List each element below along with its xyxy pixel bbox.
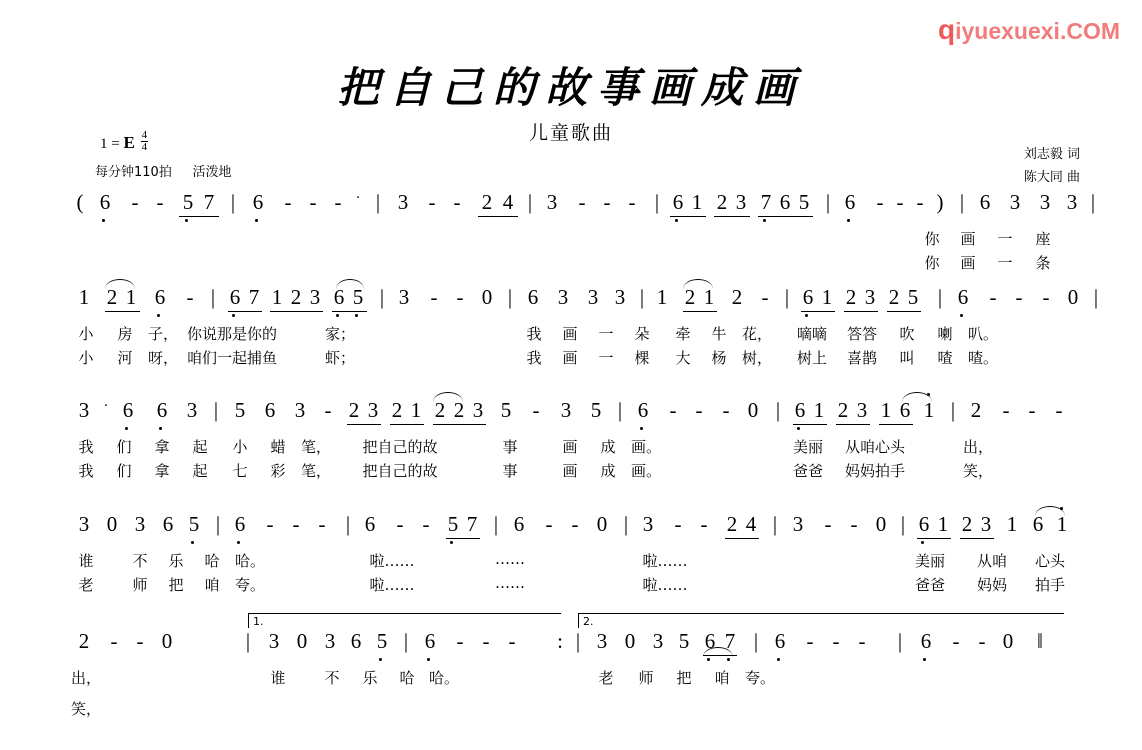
score-system-5: [0, 605, 1142, 718]
second-ending-label: 2.: [583, 615, 594, 628]
note-row: 3 0 3 6 5 | 6 - - - | 6 - - 5 7 | 6 - - 0 | 3 - - 2 4 | 3 - - 0 | 6 1 2 3 1 6 1: [0, 512, 1142, 546]
watermark-prefix: q: [938, 14, 956, 45]
lyric-row-1: 谁 不 乐 哈 哈。 啦…… …… 啦…… 美丽 从咱 心头: [78, 550, 1066, 570]
note-row: 1 2 1 6 - | 6 7 1 2 3 6 5 | 3 - - 0 | 6 3 3 3 | 1 2 1 2 - | 6 1 2 3 2 5 | 6 - - - 0 |: [0, 285, 1142, 319]
watermark: [938, 14, 1120, 46]
expression-marking: 活泼地: [192, 165, 232, 180]
lyric-row-1: 你 画 一 座: [924, 230, 1051, 248]
time-signature: [141, 130, 149, 153]
first-ending-bracket: [248, 613, 561, 628]
tempo-marking: [95, 161, 232, 180]
tempo-value: 每分钟110拍: [95, 165, 172, 180]
lyric-row-1: 小 房 子， 你说那是你的 家； 我 画 一 朵 牵 牛 花， 嘀嘀 答答 吹 喇 叭。: [78, 325, 999, 343]
note-row: 3 · 6 6 3 | 5 6 3 - 2 3 2 1 2 2 3 5 - 3 5 | 6 - - - 0 | 6 1 2 3 1 6 1 | 2 - - -: [0, 398, 1142, 432]
key-signature: [100, 130, 148, 153]
key-label: 1 =: [100, 136, 120, 153]
lyric-row-2: 老 师 把 咱 夸。 啦…… …… 啦…… 爸爸 妈妈 拍手: [78, 574, 1066, 594]
lyric-row-2: 小 河 呀， 咱们一起捕鱼 虾； 我 画 一 棵 大 杨 树， 树上 喜鹊 叫 喳 喳。: [78, 349, 999, 367]
lyric-row-2: 笑，: [70, 700, 102, 718]
composer-credit: 陈大同 曲: [1023, 170, 1080, 185]
score-system-2: [0, 285, 1142, 370]
score-system-3: [0, 398, 1142, 483]
key-name: E: [123, 133, 135, 153]
note-row: 2 - - 0 | 3 0 3 6 5 | 6 - - - : | 3 0 3 5 6 7 | 6 - - - | 6 - - 0 ‖: [0, 629, 1142, 663]
first-ending-label: 1.: [253, 615, 264, 628]
lyric-row-2: 你 画 一 条: [924, 254, 1051, 272]
time-signature-numerator: 4: [141, 129, 148, 141]
page-title: 把自己的故事画成画: [336, 63, 805, 112]
score-system-1: [0, 190, 1142, 272]
lyric-row-1: 出， 谁 不 乐 哈 哈。 老 师 把 咱 夸。: [70, 669, 776, 687]
second-ending-bracket: [578, 613, 1064, 628]
lyricist-credit: 刘志毅 词: [1023, 147, 1080, 162]
note-row: ( 6 - - 5 7 | 6 - - - · | 3 - - 2 4 | 3 - - - | 6 1 2 3 7 6 5 | 6 - - - ) | 6 3 3 3 |: [0, 190, 1142, 224]
time-signature-denominator: 4: [141, 141, 148, 154]
page-subtitle: 儿童歌曲: [528, 122, 613, 144]
lyric-row-1: 我 们 拿 起 小 蜡 笔， 把自己的故 事 画 成 画。 美丽 从咱心头 出，: [78, 438, 994, 456]
lyric-row-2: 我 们 拿 起 七 彩 笔， 把自己的故 事 画 成 画。 爸爸 妈妈拍手 笑，: [78, 462, 994, 480]
watermark-text: iyuexuexi.COM: [955, 18, 1120, 44]
score-system-4: [0, 512, 1142, 597]
